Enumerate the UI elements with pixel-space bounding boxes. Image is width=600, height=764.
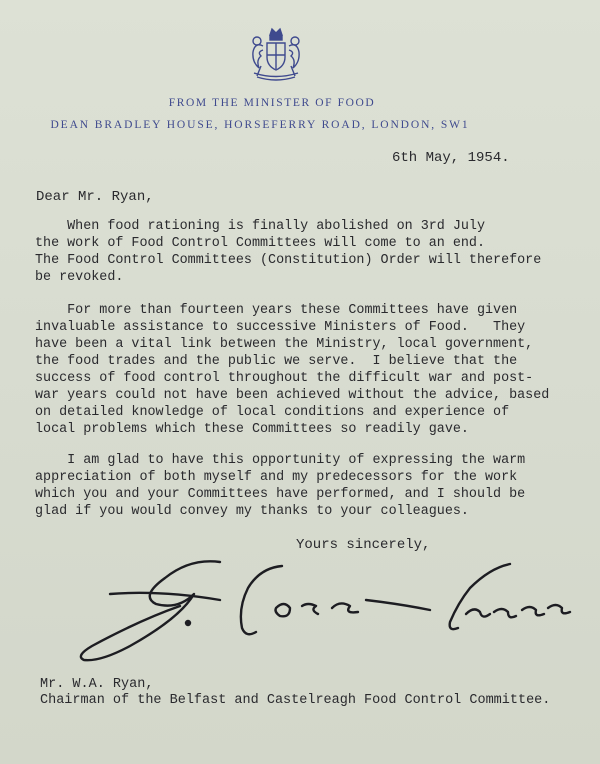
letterhead-line1: FROM THE MINISTER OF FOOD: [168, 97, 376, 109]
paragraph-1: When food rationing is finally abolished on 3rd July the work of Food Control Committees will come to an end. The Food Control Committees (Constitution) Order will therefore be revoked.: [35, 219, 542, 285]
letter-date: 6th May, 1954.: [392, 150, 510, 166]
paragraph-3: I am glad to have this opportunity of expressing the warm appreciation of both myself and my predecessors for the work which you and your Committees have performed, and I should be glad if you would convey my thanks to your colleagues.: [35, 453, 526, 519]
paragraph-2: For more than fourteen years these Committees have given invaluable assistance to successive Ministers of Food. They have been a vital link between the Ministry, local government, the food trades and the public we serve. I believe that the success of food control throughout the difficult war and post- war years could not have been achieved without the advice, based on detailed knowledge of local conditions and experience of local problems which these Committees so readily gave.: [35, 303, 550, 437]
signature: [70, 548, 580, 678]
salutation: Dear Mr. Ryan,: [36, 189, 154, 205]
closing: Yours sincerely,: [296, 537, 431, 553]
royal-coat-of-arms-icon: [243, 26, 309, 84]
recipient-name: Mr. W.A. Ryan,: [40, 677, 154, 692]
recipient-title: Chairman of the Belfast and Castelreagh Food Control Committee.: [40, 693, 551, 708]
letterhead-address: DEAN BRADLEY HOUSE, HORSEFERRY ROAD, LONDON, SW1: [50, 119, 470, 131]
